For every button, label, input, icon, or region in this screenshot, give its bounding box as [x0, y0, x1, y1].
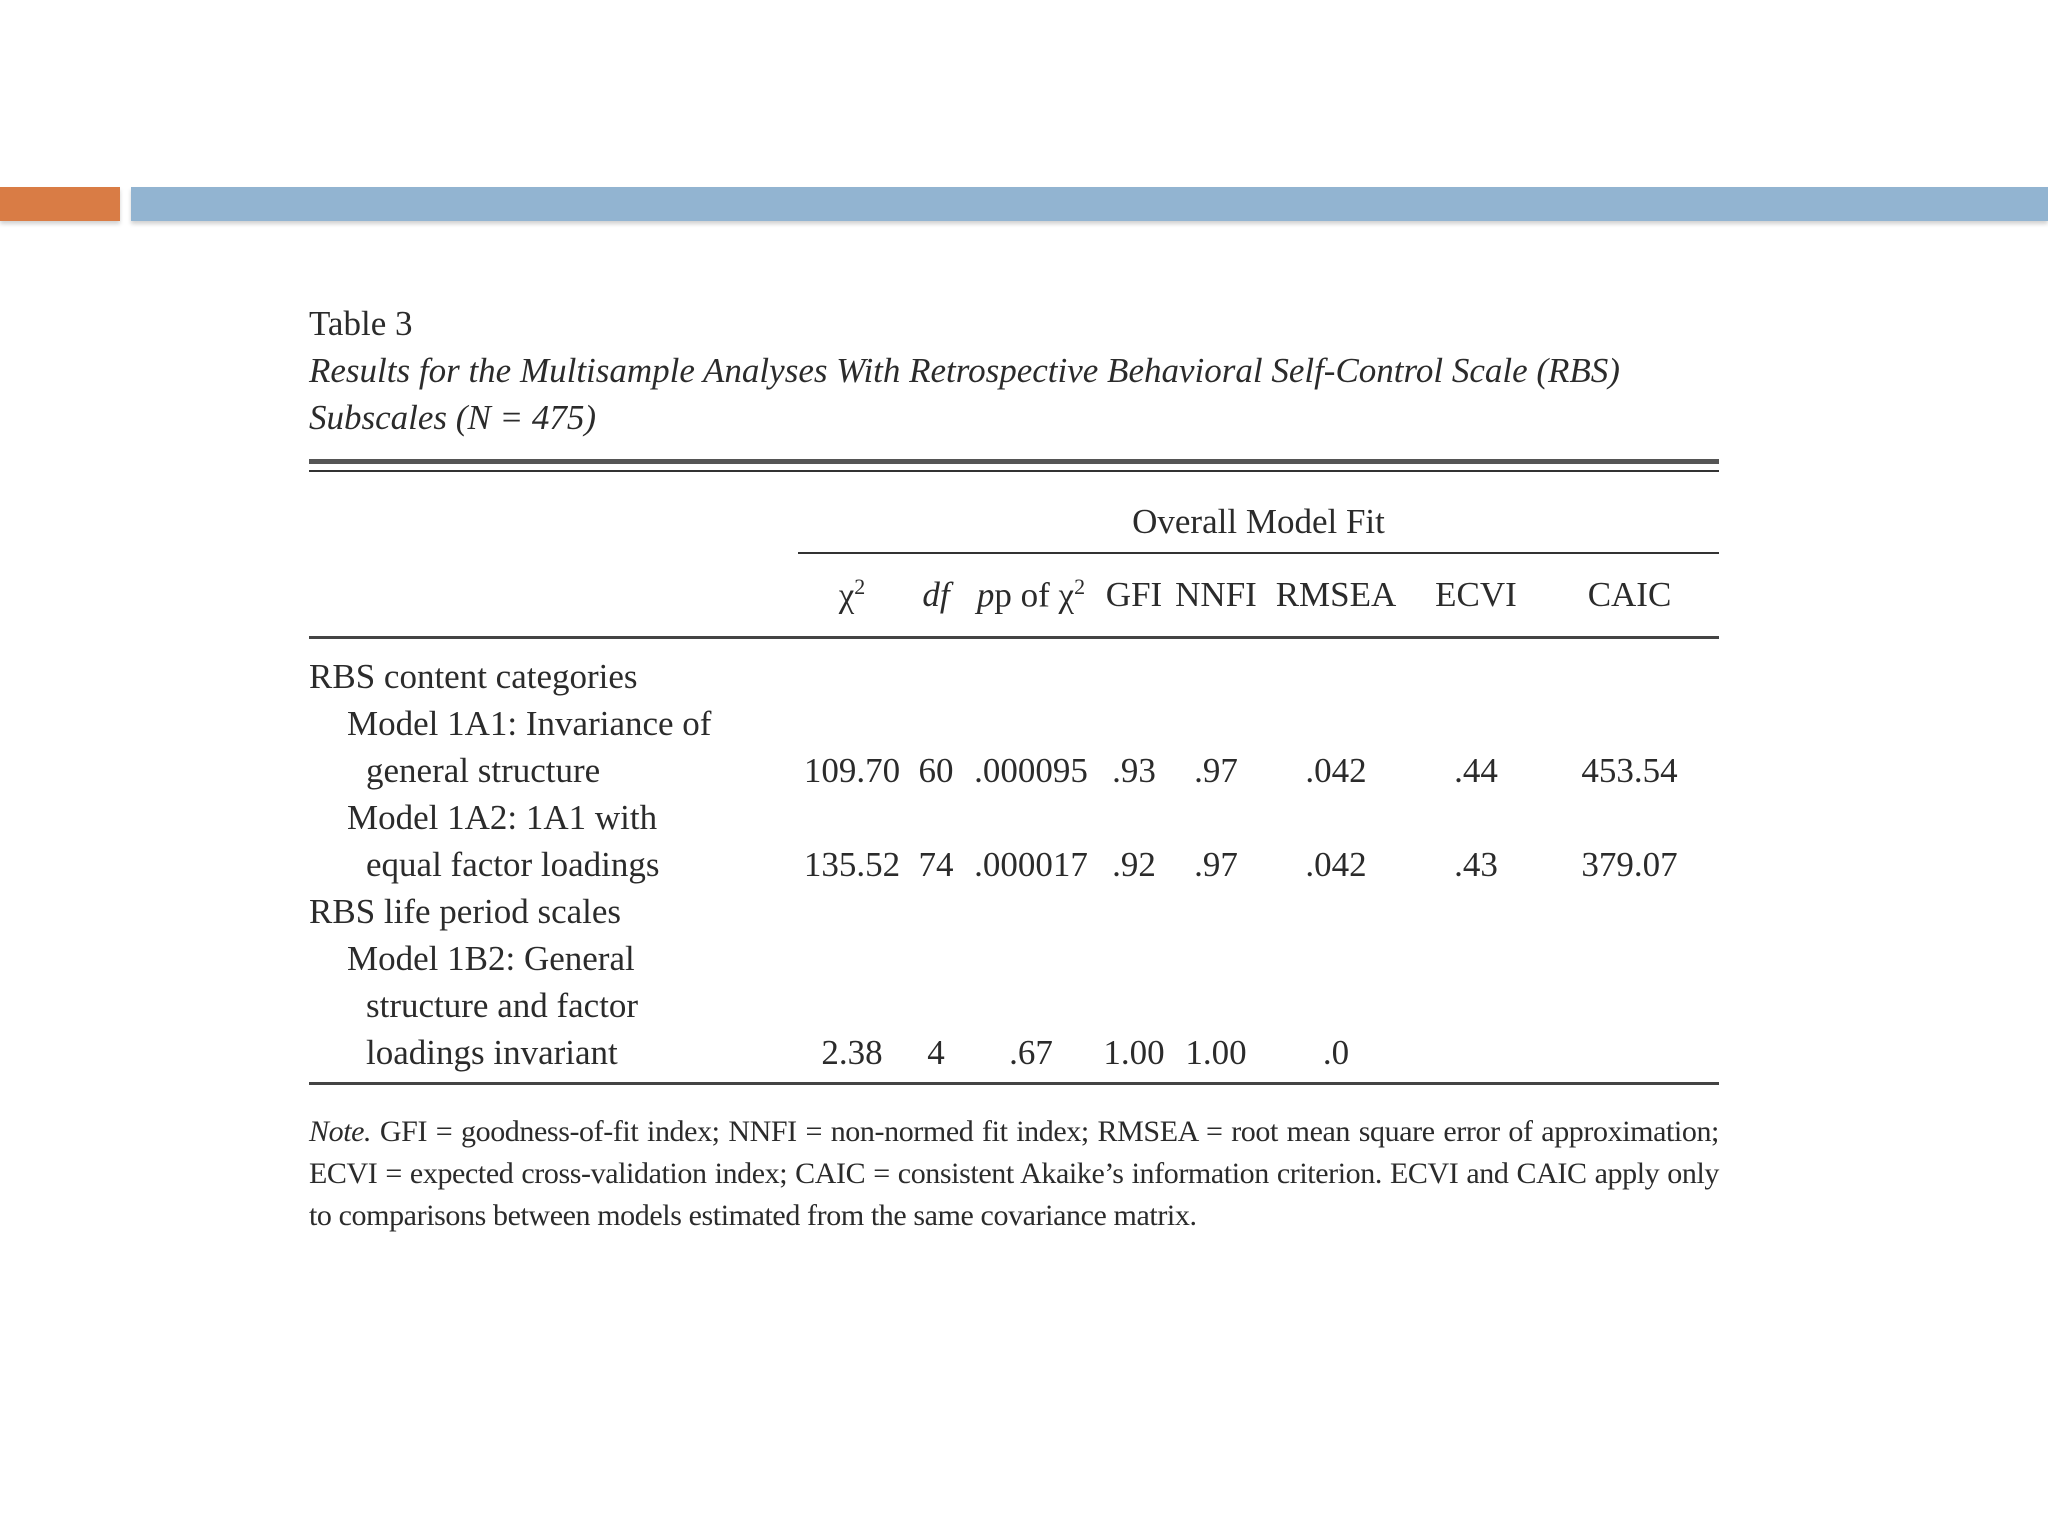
column-header-row — [309, 553, 1719, 638]
row-label: loadings invariant — [366, 1033, 618, 1072]
row-value: .042 — [1305, 751, 1367, 790]
row-value — [906, 982, 966, 1029]
row-label: Model 1A1: Invariance of — [347, 704, 712, 743]
row-value — [966, 794, 1096, 841]
row-value — [1172, 700, 1260, 747]
col-nnfi: NNFI — [1172, 553, 1260, 638]
row-value — [1540, 888, 1719, 935]
row-value — [966, 653, 1096, 700]
row-value: .43 — [1454, 845, 1498, 884]
row-value — [1096, 653, 1172, 700]
row-value — [966, 888, 1096, 935]
row-value — [1260, 888, 1412, 935]
row-value: 379.07 — [1581, 845, 1678, 884]
row-value — [966, 982, 1096, 1029]
row-value — [1540, 982, 1719, 1029]
row-value — [1540, 794, 1719, 841]
col-caic: CAIC — [1540, 553, 1719, 638]
top-double-rule — [309, 459, 1719, 472]
row-value — [1172, 653, 1260, 700]
row-value — [1172, 794, 1260, 841]
table-row — [309, 794, 1719, 841]
row-value — [1172, 935, 1260, 982]
row-value — [1096, 888, 1172, 935]
row-value — [1540, 653, 1719, 700]
row-value: .0 — [1322, 1033, 1350, 1072]
row-label: Model 1B2: General — [347, 939, 635, 978]
row-value — [906, 888, 966, 935]
row-label: RBS content categories — [309, 657, 638, 696]
table-row — [309, 700, 1719, 747]
bottom-rule — [309, 1082, 1719, 1085]
row-value — [798, 935, 906, 982]
row-value — [1096, 700, 1172, 747]
row-label: structure and factor — [366, 986, 639, 1025]
row-value: 1.00 — [1103, 1033, 1165, 1072]
table-row — [309, 1029, 1719, 1076]
row-value: .67 — [1009, 1033, 1053, 1072]
row-value: .44 — [1454, 751, 1498, 790]
group-header: Overall Model Fit — [1132, 502, 1385, 541]
col-ecvi: ECVI — [1412, 553, 1540, 638]
results-table — [309, 472, 1719, 1076]
col-df: df — [906, 553, 966, 638]
row-value: 74 — [918, 845, 954, 884]
row-value — [1412, 700, 1540, 747]
col-gfi: GFI — [1096, 553, 1172, 638]
row-value — [798, 982, 906, 1029]
row-value — [906, 935, 966, 982]
table-row — [309, 747, 1719, 794]
row-label: general structure — [366, 751, 601, 790]
accent-bar — [0, 187, 120, 221]
row-value: .97 — [1194, 751, 1238, 790]
row-value: .92 — [1112, 845, 1156, 884]
row-value — [1412, 653, 1540, 700]
row-value: 109.70 — [803, 751, 901, 790]
row-value — [1540, 700, 1719, 747]
table-note — [309, 1111, 1719, 1237]
row-value — [906, 794, 966, 841]
row-value — [1260, 794, 1412, 841]
row-value: .000017 — [974, 845, 1088, 884]
row-value — [1096, 794, 1172, 841]
row-value: 60 — [918, 751, 954, 790]
row-value — [966, 700, 1096, 747]
row-label: equal factor loadings — [366, 845, 660, 884]
row-value: .042 — [1305, 845, 1367, 884]
table-row — [309, 653, 1719, 700]
row-value — [1260, 700, 1412, 747]
row-value: 453.54 — [1581, 751, 1678, 790]
table-row — [309, 841, 1719, 888]
col-rmsea: RMSEA — [1260, 553, 1412, 638]
header-bar — [131, 187, 2048, 221]
row-label: Model 1A2: 1A1 with — [347, 798, 658, 837]
table-number: Table 3 — [309, 304, 413, 343]
table-caption-line-2: Subscales (N = 475) — [309, 398, 597, 437]
row-value — [798, 794, 906, 841]
row-value: .000095 — [974, 751, 1088, 790]
row-value — [1412, 1029, 1540, 1076]
row-value: 2.38 — [821, 1033, 883, 1072]
row-value — [1412, 982, 1540, 1029]
note-label: Note. — [309, 1115, 372, 1148]
table-document — [309, 300, 1719, 1237]
row-value — [906, 653, 966, 700]
row-value — [906, 700, 966, 747]
table-row — [309, 982, 1719, 1029]
row-value: 135.52 — [803, 845, 901, 884]
row-value — [966, 935, 1096, 982]
row-value — [798, 700, 906, 747]
row-value: 1.00 — [1185, 1033, 1247, 1072]
row-value — [1412, 888, 1540, 935]
row-value — [1260, 935, 1412, 982]
row-value — [798, 653, 906, 700]
table-caption-line-1: Results for the Multisample Analyses With Retrospective Behavioral Self-Control Scale (RBS) — [309, 351, 1620, 390]
row-value — [1172, 982, 1260, 1029]
row-value — [1260, 653, 1412, 700]
row-value: 4 — [927, 1033, 945, 1072]
row-value — [1260, 982, 1412, 1029]
col-chi-square: $\chi^2$ — [798, 553, 906, 638]
row-value — [1412, 794, 1540, 841]
row-value — [798, 888, 906, 935]
row-value — [1172, 888, 1260, 935]
table-row — [309, 888, 1719, 935]
row-label: RBS life period scales — [309, 892, 622, 931]
row-value — [1412, 935, 1540, 982]
table-row — [309, 935, 1719, 982]
row-value — [1540, 935, 1719, 982]
row-value: .97 — [1194, 845, 1238, 884]
row-value: .93 — [1112, 751, 1156, 790]
row-value — [1540, 1029, 1719, 1076]
row-value — [1096, 982, 1172, 1029]
row-value — [1096, 935, 1172, 982]
note-text: GFI = goodness-of-fit index; NNFI = non-normed fit index; RMSEA = root mean square error of approximation; ECVI = expected cross-validation index; CAIC = consistent Akaike’s information criterion. ECVI and CAIC apply only to comparisons between models estimated from the same covariance matrix. — [309, 1115, 1719, 1232]
col-p-of-chi-square: pp of $\chi^2$ — [966, 553, 1096, 638]
